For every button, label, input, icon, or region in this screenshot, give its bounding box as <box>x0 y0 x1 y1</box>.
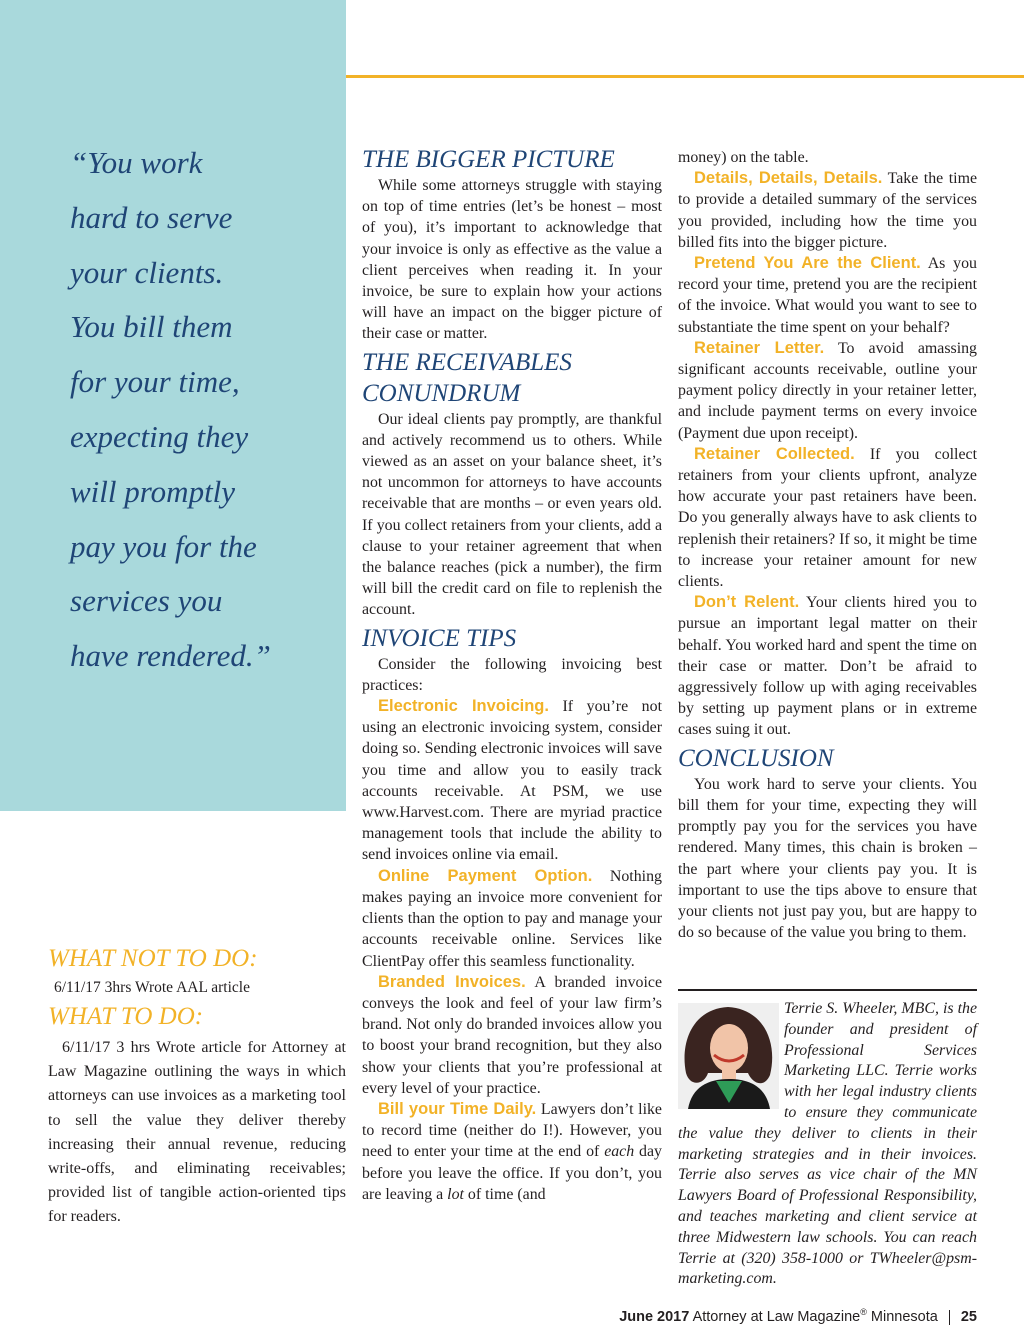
pull-quote-line: You bill them <box>70 309 233 345</box>
tip-continued: money) on the table. <box>678 149 809 166</box>
author-bio <box>678 999 977 1290</box>
section-heading-conclusion: CONCLUSION <box>678 744 834 772</box>
pull-quote-line: “You work <box>70 145 203 180</box>
tip-text: As you record your time, pretend you are the recipient of the invoice. What would you want to see to substantiate the time spent on your behalf? <box>678 255 977 336</box>
what-to-do-text: 6/11/17 3 hrs Wrote article for Attorney at Law Magazine outlining the ways in which attorneys can use invoices as a marketing tool to sell the value they deliver thereby increasing their annual revenue, reducing write-offs, and eliminating receivables; provided list of tangible action-oriented tips for readers. <box>48 1039 346 1226</box>
receivables-heading-line2: CONUNDRUM <box>362 379 521 407</box>
tip-paragraph <box>362 1099 662 1205</box>
footer-registered-mark: ® <box>860 1307 867 1317</box>
pull-quote-line: services you <box>70 583 223 619</box>
invoice-tips-intro: Consider the following invoicing best practices: <box>362 655 662 694</box>
tip-title: Electronic Invoicing. <box>378 697 549 716</box>
tip-emphasis: each <box>604 1143 635 1161</box>
tip-text: day before you leave the office. If you don’t, you are leaving a <box>362 1143 662 1203</box>
footer-divider <box>949 1310 950 1325</box>
tip-title: Bill your Time Daily. <box>378 1099 537 1118</box>
pull-quote-line: have rendered.” <box>70 638 271 674</box>
tip-paragraph <box>362 866 662 972</box>
tip-title: Retainer Collected. <box>694 444 855 463</box>
tip-text: Take the time to provide a detailed summary of the services you provided, including how the time you billed fits into the bigger picture. <box>678 170 977 251</box>
page-number: 25 <box>960 1308 977 1325</box>
footer-date: June 2017 <box>619 1308 690 1325</box>
article-column-1 <box>362 144 662 1205</box>
tip-paragraph <box>678 444 977 592</box>
what-to-do-heading: WHAT TO DO: <box>48 1003 204 1030</box>
article-column-2 <box>678 147 977 943</box>
tip-text: Lawyers don’t like to record time (neither do I!). However, you need to enter your time at the end of <box>362 1100 662 1161</box>
tip-paragraph <box>362 696 662 866</box>
pull-quote-line: for your time, <box>70 364 240 400</box>
footer-edition: Minnesota <box>870 1308 938 1325</box>
what-to-do-box <box>48 1002 346 1230</box>
tip-paragraph <box>678 253 977 338</box>
receivables-text: Our ideal clients pay promptly, are thankful and actively recommend us to others. While viewed as an asset on your balance sheet, it’s not uncommon for attorneys to have accounts receivable that are months – or even years old. If you collect retainers from your clients, add a clause to your retainer agreement that when the balance reaches (pick a number), the firm will bill the credit card on file to replenish the account. <box>362 410 662 619</box>
bigger-picture-text: While some attorneys struggle with staying on top of time entries (let’s be honest – most of you), it’s important to acknowledge that your invoice is only as effective as the value a client perceives when reading it. In your invoice, be sure to explain how your actions will have an impact on the bigger picture of their case or matter. <box>362 177 662 343</box>
section-heading-invoice-tips: INVOICE TIPS <box>362 624 517 652</box>
tip-text: of time (and <box>467 1185 546 1203</box>
tip-title: Branded Invoices. <box>378 972 526 991</box>
pull-quote-line: expecting they <box>70 418 249 454</box>
bio-divider <box>678 989 977 991</box>
pull-quote <box>70 136 340 684</box>
tip-paragraph <box>678 338 977 444</box>
what-not-to-do-heading: WHAT NOT TO DO: <box>48 945 258 972</box>
page-footer <box>619 1307 977 1325</box>
tip-title: Retainer Letter. <box>694 338 825 357</box>
tip-paragraph <box>678 592 977 740</box>
author-bio-text: Terrie S. Wheeler, MBC, is the founder and president of Professional Services Marketing LLC. Terrie works with her legal industry clients to ensure they communicate the value they deliver to clients in their marketing strategies and in their invoices. Terrie also serves as vice chair of the MN Lawyers Board of Professional Responsibility, and teaches marketing and client service at three Midwestern law schools. You can reach Terrie at (320) 358-1000 or TWheeler@psm-marketing.com. <box>678 1000 977 1288</box>
top-divider <box>346 75 1024 78</box>
tip-title: Don’t Relent. <box>694 593 800 612</box>
tip-paragraph <box>362 972 662 1099</box>
tip-emphasis: lot <box>447 1185 464 1203</box>
what-not-to-do-note: 6/11/17 3hrs Wrote AAL article <box>54 979 250 996</box>
pull-quote-line: will promptly <box>70 473 236 509</box>
footer-publication: Attorney at Law Magazine <box>692 1308 861 1325</box>
conclusion-text: You work hard to serve your clients. You bill them for your time, expecting they will promptly pay you for the services you have rendered. Many times, this chain is broken – the part where your clients pay you. It is important to use the tips above to ensure that your clients not just pay you, but are happy to do so because of the value you bring to them. <box>678 775 977 942</box>
pull-quote-line: your clients. <box>70 254 224 290</box>
receivables-heading-line1: THE RECEIVABLES <box>362 348 572 376</box>
tip-text: To avoid amassing significant accounts receivable, outline your payment policy directly in your retainer letter, and include payment terms on every invoice (Payment due upon receipt). <box>678 339 977 442</box>
tip-title: Pretend You Are the Client. <box>694 254 921 273</box>
tip-title: Online Payment Option. <box>378 866 593 885</box>
tip-text: If you collect retainers from your clients upfront, analyze how accurate your past retainers have been. Do you generally always have to ask clients to replenish their retainers? If so, it might be time to increase your retainer amount for new clients. <box>678 445 977 591</box>
section-heading-bigger-picture: THE BIGGER PICTURE <box>362 146 615 173</box>
tip-text: A branded invoice conveys the look and feel of your law firm’s brand. Not only do branded invoices allow you to boost your brand recognition, but they also show your clients that you’re professional at every level of your practice. <box>362 973 662 1097</box>
section-heading-receivables <box>362 347 662 409</box>
pull-quote-line: pay you for the <box>70 528 257 564</box>
what-not-to-do-box <box>48 944 346 998</box>
tip-paragraph <box>678 168 977 253</box>
tip-title: Details, Details, Details. <box>694 169 883 188</box>
pull-quote-line: hard to serve <box>70 199 233 235</box>
tip-text: If you’re not using an electronic invoicing system, consider doing so. Sending electronic invoices will save you time and allow you to easily track accounts receivable. At PSM, we use www.Harvest.com. There are myriad practice management tools that include the ability to send invoices online via email. <box>362 698 662 864</box>
tip-text: Your clients hired you to pursue an important legal matter on their behalf. You worked hard and spent the time on their case or matter. Don’t be afraid to aggressively follow up with aging receivables by setting up payment plans or in extreme cases suing it out. <box>678 594 977 739</box>
tip-text: Nothing makes paying an invoice more convenient for clients than the option to pay and manage your accounts receivable online. Services like ClientPay offer this seamless functionality. <box>362 867 662 970</box>
